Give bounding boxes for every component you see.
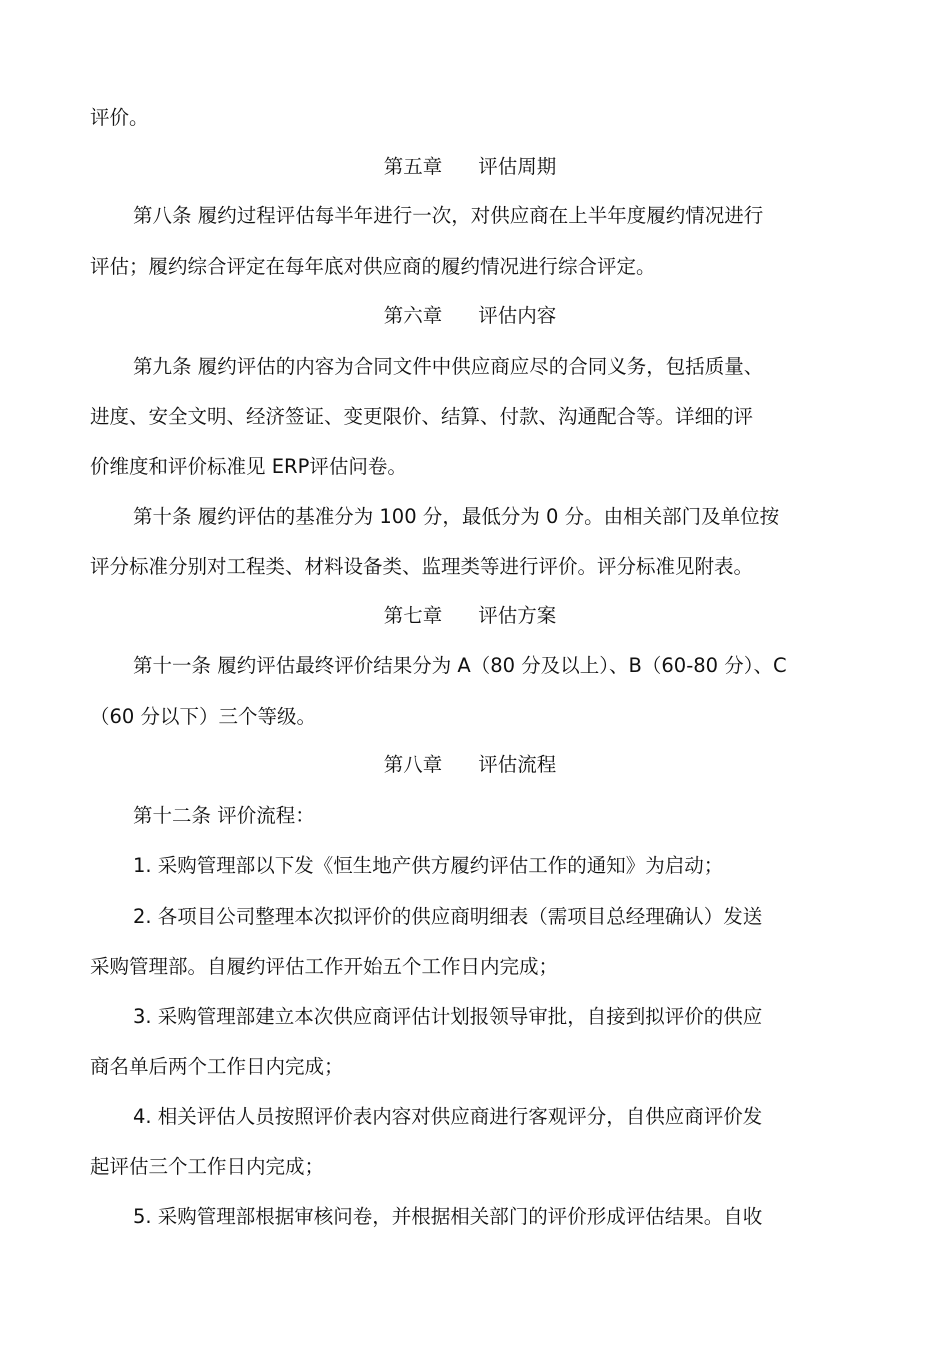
- list-item-line: 4. 相关评估人员按照评价表内容对供应商进行客观评分，自供应商评价发: [133, 1105, 763, 1128]
- chapter-title: 评估方案: [478, 604, 557, 627]
- paragraph-line: 进度、安全文明、经济签证、变更限价、结算、付款、沟通配合等。详细的评: [90, 405, 754, 428]
- list-item-line: 采购管理部。自履约评估工作开始五个工作日内完成；: [90, 955, 559, 978]
- paragraph-line: 第十条 履约评估的基准分为 100 分，最低分为 0 分。由相关部门及单位按: [133, 505, 780, 528]
- paragraph-line: 价维度和评价标准见 ERP评估问卷。: [90, 455, 407, 478]
- chapter-heading: [0, 604, 940, 628]
- list-item-line: 1. 采购管理部以下发《恒生地产供方履约评估工作的通知》为启动；: [133, 854, 724, 877]
- paragraph-line: 评价。: [90, 106, 149, 129]
- list-item-line: 商名单后两个工作日内完成；: [90, 1055, 344, 1078]
- chapter-heading: [0, 304, 940, 328]
- chapter-title: 评估流程: [478, 753, 557, 776]
- list-item-line: 3. 采购管理部建立本次供应商评估计划报领导审批，自接到拟评价的供应: [133, 1005, 763, 1028]
- chapter-number: 第六章: [383, 304, 443, 327]
- chapter-heading: [0, 753, 940, 777]
- list-item-line: 5. 采购管理部根据审核问卷，并根据相关部门的评价形成评估结果。自收: [133, 1205, 763, 1228]
- paragraph-line: 评估；履约综合评定在每年底对供应商的履约情况进行综合评定。: [90, 255, 656, 278]
- chapter-number: 第五章: [383, 155, 443, 178]
- chapter-number: 第七章: [383, 604, 443, 627]
- chapter-heading: [0, 155, 940, 179]
- chapter-title: 评估周期: [478, 155, 557, 178]
- chapter-number: 第八章: [383, 753, 443, 776]
- paragraph-line: 第十二条 评价流程：: [133, 804, 315, 827]
- paragraph-line: 第八条 履约过程评估每半年进行一次，对供应商在上半年度履约情况进行: [133, 204, 764, 227]
- chapter-title: 评估内容: [478, 304, 557, 327]
- paragraph-line: （60 分以下）三个等级。: [90, 705, 317, 728]
- paragraph-line: 第十一条 履约评估最终评价结果分为 A（80 分及以上）、B（60-80 分）、C: [133, 654, 787, 677]
- list-item-line: 起评估三个工作日内完成；: [90, 1155, 325, 1178]
- paragraph-line: 第九条 履约评估的内容为合同文件中供应商应尽的合同义务，包括质量、: [133, 355, 764, 378]
- list-item-line: 2. 各项目公司整理本次拟评价的供应商明细表（需项目总经理确认）发送: [133, 905, 763, 928]
- paragraph-line: 评分标准分别对工程类、材料设备类、监理类等进行评价。评分标准见附表。: [90, 555, 754, 578]
